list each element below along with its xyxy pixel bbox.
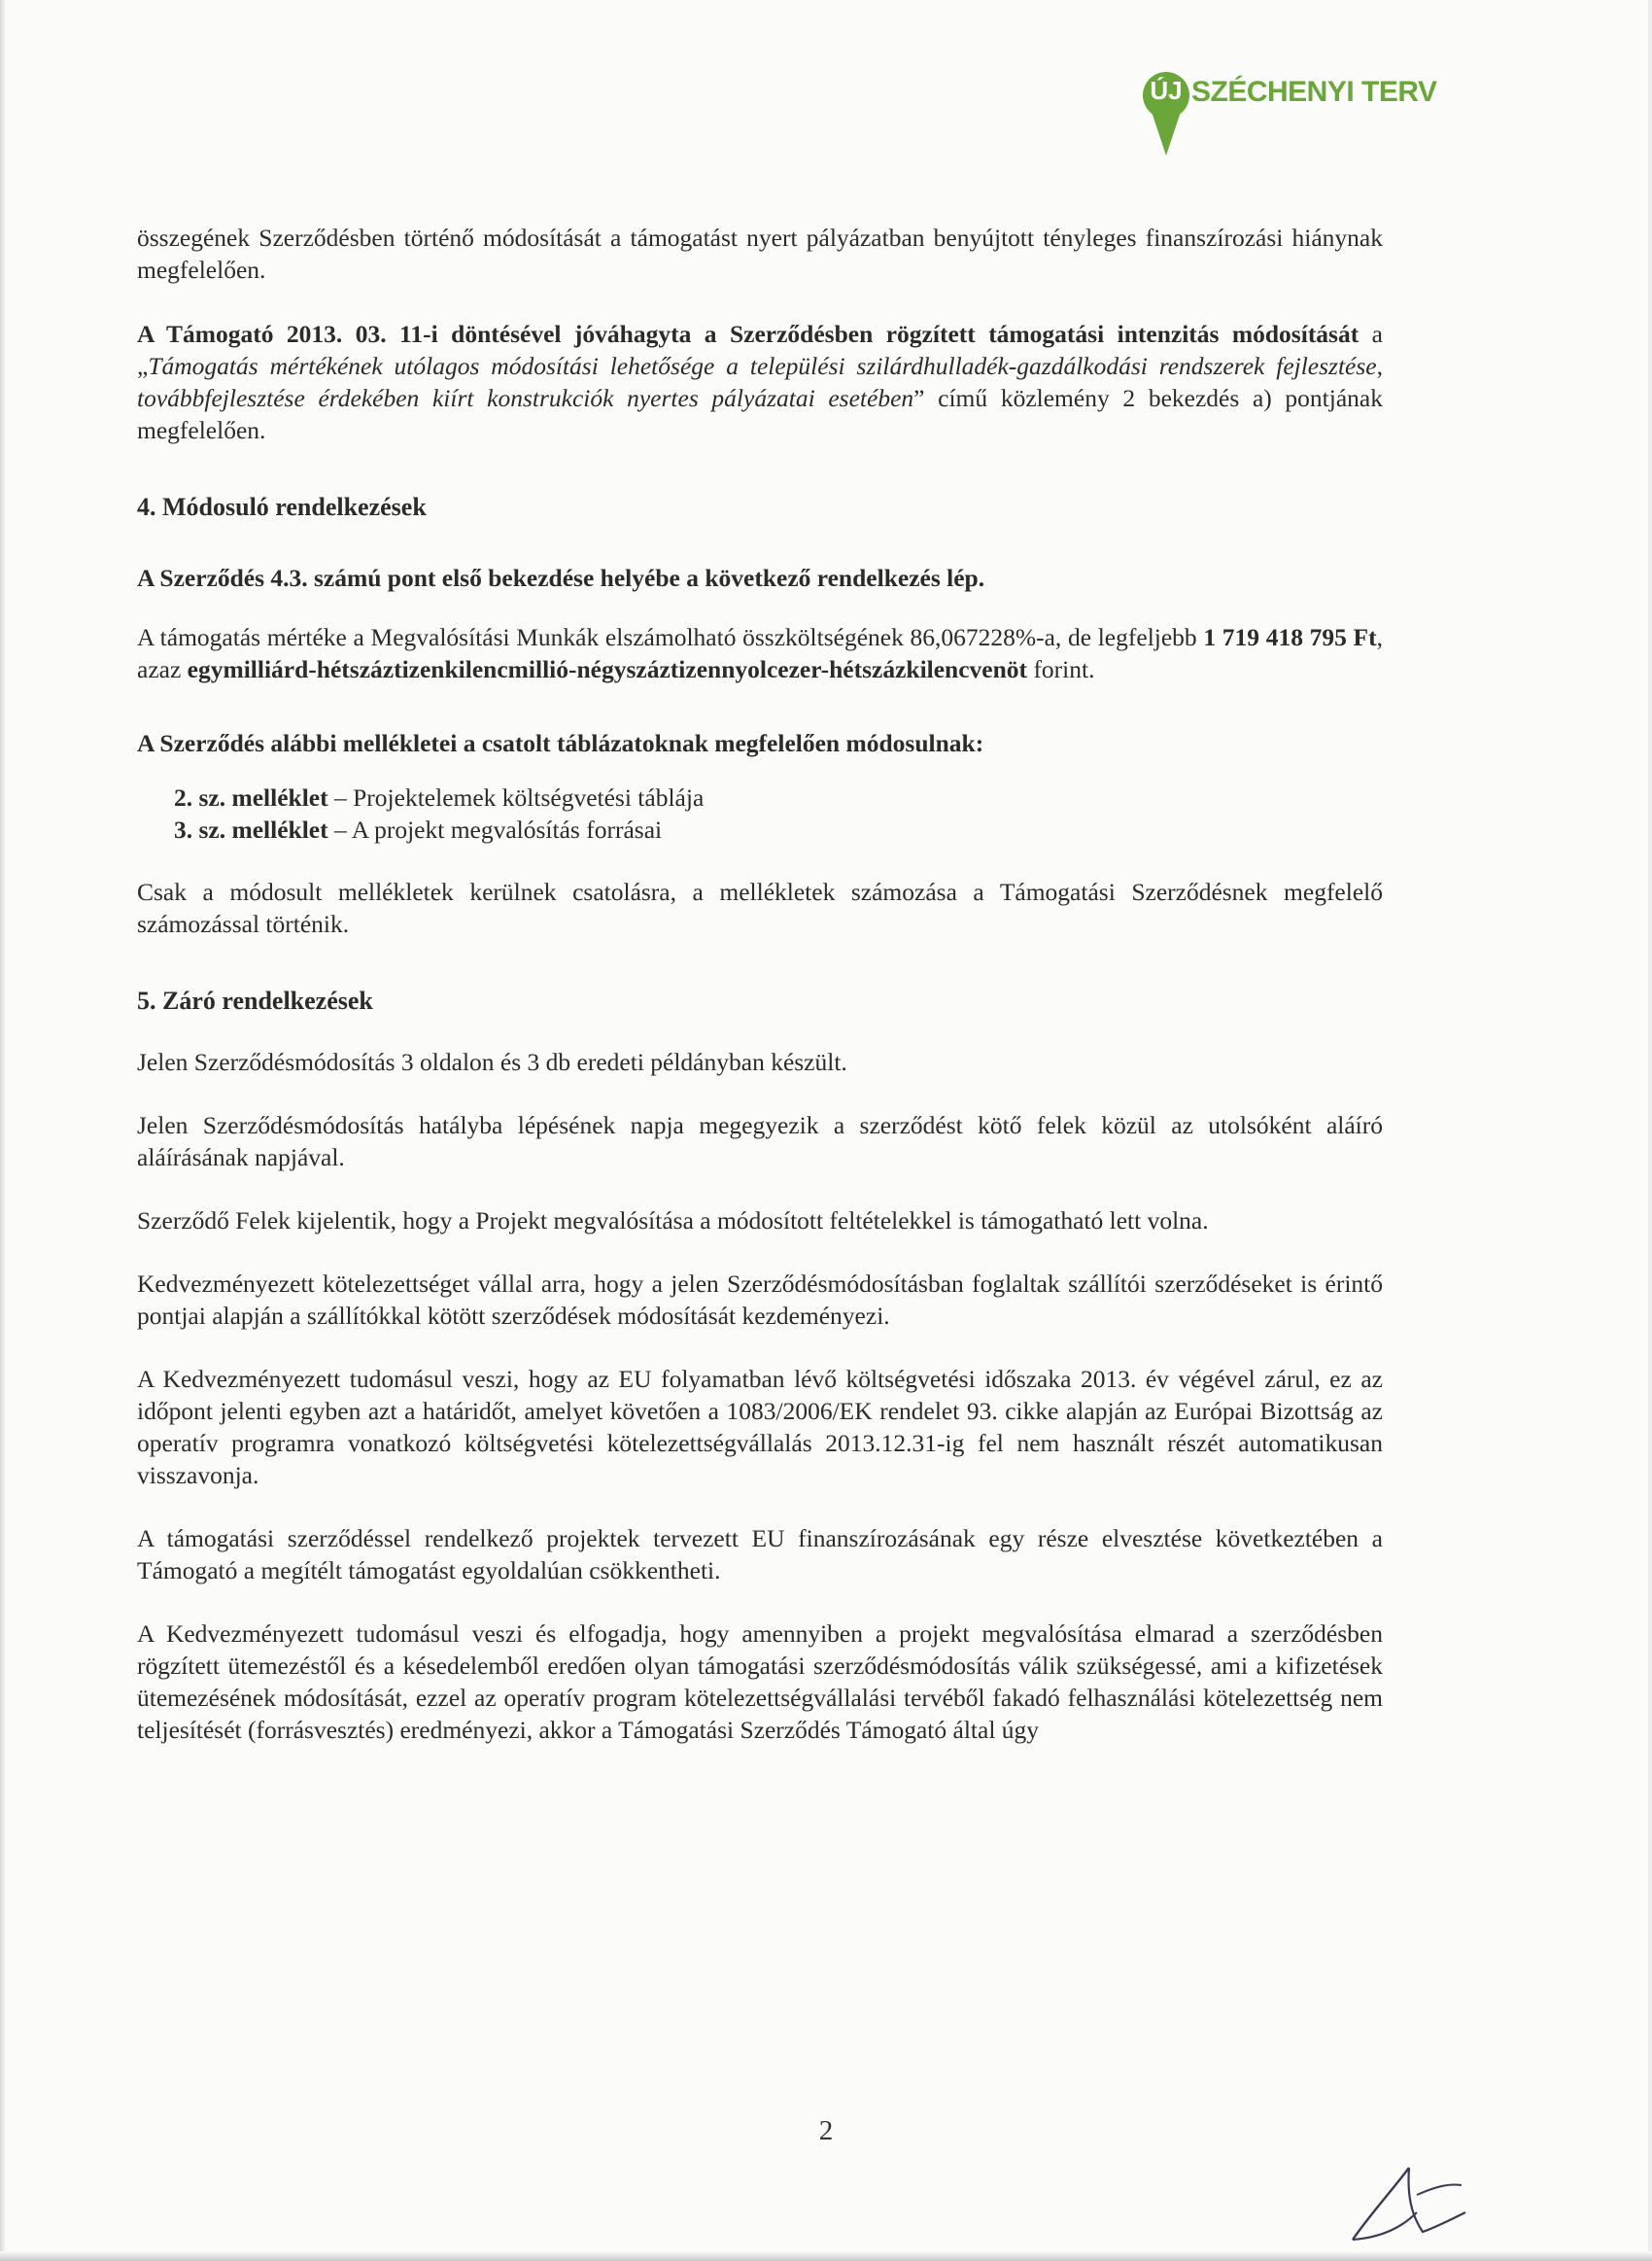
paragraph-13: A Kedvezményezett tudomásul veszi és elfogadja, hogy amennyiben a projekt megvalósítása elmarad a szerződésben rögzített ütemezéstől és a késedelemből eredően olyan támogatási szerződésmódosítás válik szükségessé, ami a kifizetések ütemezésének módosítását, ezzel az operatív program kötelezettségvállalási tervéből fakadó felhasználási kötelezettség nem teljesítését (forrásvesztés) eredményezi, akkor a Támogatási Szerződés Támogató által úgy	[137, 1619, 1383, 1744]
paragraph-4-tail: forint.	[1027, 655, 1095, 683]
attachment-2-desc: – Projektelemek költségvetési táblája	[327, 783, 705, 812]
paragraph-2-bold: A Támogató 2013. 03. 11-i döntésével jóváhagyta a Szerződésben rögzített támogatási intenzitás módosítását	[137, 320, 1359, 348]
paragraph-1: összegének Szerződésben történő módosítását a támogatást nyert pályázatban benyújtott tényleges finanszírozási hiánynak megfelelően.	[137, 224, 1383, 284]
paragraph-5: A Szerződés alábbi mellékletei a csatolt táblázatoknak megfelelően módosulnak:	[137, 729, 984, 757]
page-number: 2	[818, 2115, 834, 2146]
paragraph-10: Kedvezményezett kötelezettséget vállal arra, hogy a jelen Szerződésmódosításban foglaltak szállítói szerződéseket is érintő pontjai alapján a szállítókkal kötött szerződések módosítását kezdeményezi.	[137, 1270, 1383, 1330]
paragraph-4	[137, 621, 1383, 685]
paragraph-6: Csak a módosult mellékletek kerülnek csatolásra, a mellékletek számozása a Támogatási Szerződésnek megfelelő számozással történik.	[137, 878, 1383, 938]
logo-text: SZÉCHENYI TERV	[1191, 76, 1437, 108]
paragraph-2-connector: a „	[137, 320, 1383, 380]
paragraph-4-connector: , azaz	[137, 623, 1383, 683]
paragraph-9: Szerződő Felek kijelentik, hogy a Projekt megvalósítása a módosított feltételekkel is támogatható lett volna.	[137, 1206, 1209, 1235]
document-body	[137, 222, 1383, 1746]
paragraph-2	[137, 318, 1383, 446]
paragraph-2-tail: ” című közlemény 2 bekezdés a) pontjának megfelelően.	[137, 384, 1383, 444]
support-amount-words: egymilliárd-hétszáztizenkilencmillió-négyszáztizennyolcezer-hétszázkilencvenöt	[187, 655, 1028, 683]
scan-edge-left	[0, 0, 6, 2261]
section-heading-4: 4. Módosuló rendelkezések	[137, 493, 427, 521]
paragraph-7: Jelen Szerződésmódosítás 3 oldalon és 3 db eredeti példányban készült.	[137, 1048, 847, 1076]
list-item	[174, 814, 1383, 846]
support-amount: 1 719 418 795 Ft	[1203, 623, 1377, 651]
attachment-3-label: 3. sz. melléklet	[174, 816, 328, 844]
paragraph-4-intro: A támogatás mértéke a Megvalósítási Munkák elszámolható összköltségének 86,067228%-a, de legfeljebb	[137, 623, 1204, 651]
szechenyi-terv-logo	[1135, 62, 1446, 150]
section-heading-5: 5. Záró rendelkezések	[137, 987, 373, 1015]
list-item	[174, 782, 1383, 814]
attachment-2-label: 2. sz. melléklet	[174, 783, 328, 812]
paragraph-2-italic-title: Támogatás mértékének utólagos módosítási lehetősége a települési szilárdhulladék-gazdálkodási rendszerek fejlesztése, továbbfejlesztése érdekében kiírt konstrukciók nyertes pályázatai esetében	[137, 352, 1383, 412]
paragraph-8: Jelen Szerződésmódosítás hatályba lépésének napja megegyezik a szerződést kötő felek közül az utolsóként aláíró aláírásának napjával.	[137, 1111, 1383, 1171]
attachment-list	[174, 782, 1383, 846]
paragraph-3: A Szerződés 4.3. számú pont első bekezdése helyébe a következő rendelkezés lép.	[137, 564, 985, 592]
paragraph-11: A Kedvezményezett tudomásul veszi, hogy az EU folyamatban lévő költségvetési időszaka 2013. év végével zárul, ez az időpont jelenti egyben azt a határidőt, amelyet követően a 1083/2006/EK rendelet 93. cikke alapján az Európai Bizottság az operatív programra vonatkozó költségvetési kötelezettségvállalás 2013.12.31-ig fel nem használt részét automatikusan visszavonja.	[137, 1365, 1383, 1489]
handwritten-initials	[1341, 2156, 1497, 2249]
paragraph-12: A támogatási szerződéssel rendelkező projektek tervezett EU finanszírozásának egy része elvesztése következtében a Támogató a megítélt támogatást egyoldalúan csökkentheti.	[137, 1524, 1383, 1584]
attachment-3-desc: – A projekt megvalósítás forrásai	[327, 816, 663, 844]
scan-edge-right	[1648, 0, 1652, 2261]
logo-uj-label: ÚJ	[1150, 76, 1183, 105]
scan-edge-bottom	[0, 2251, 1652, 2261]
